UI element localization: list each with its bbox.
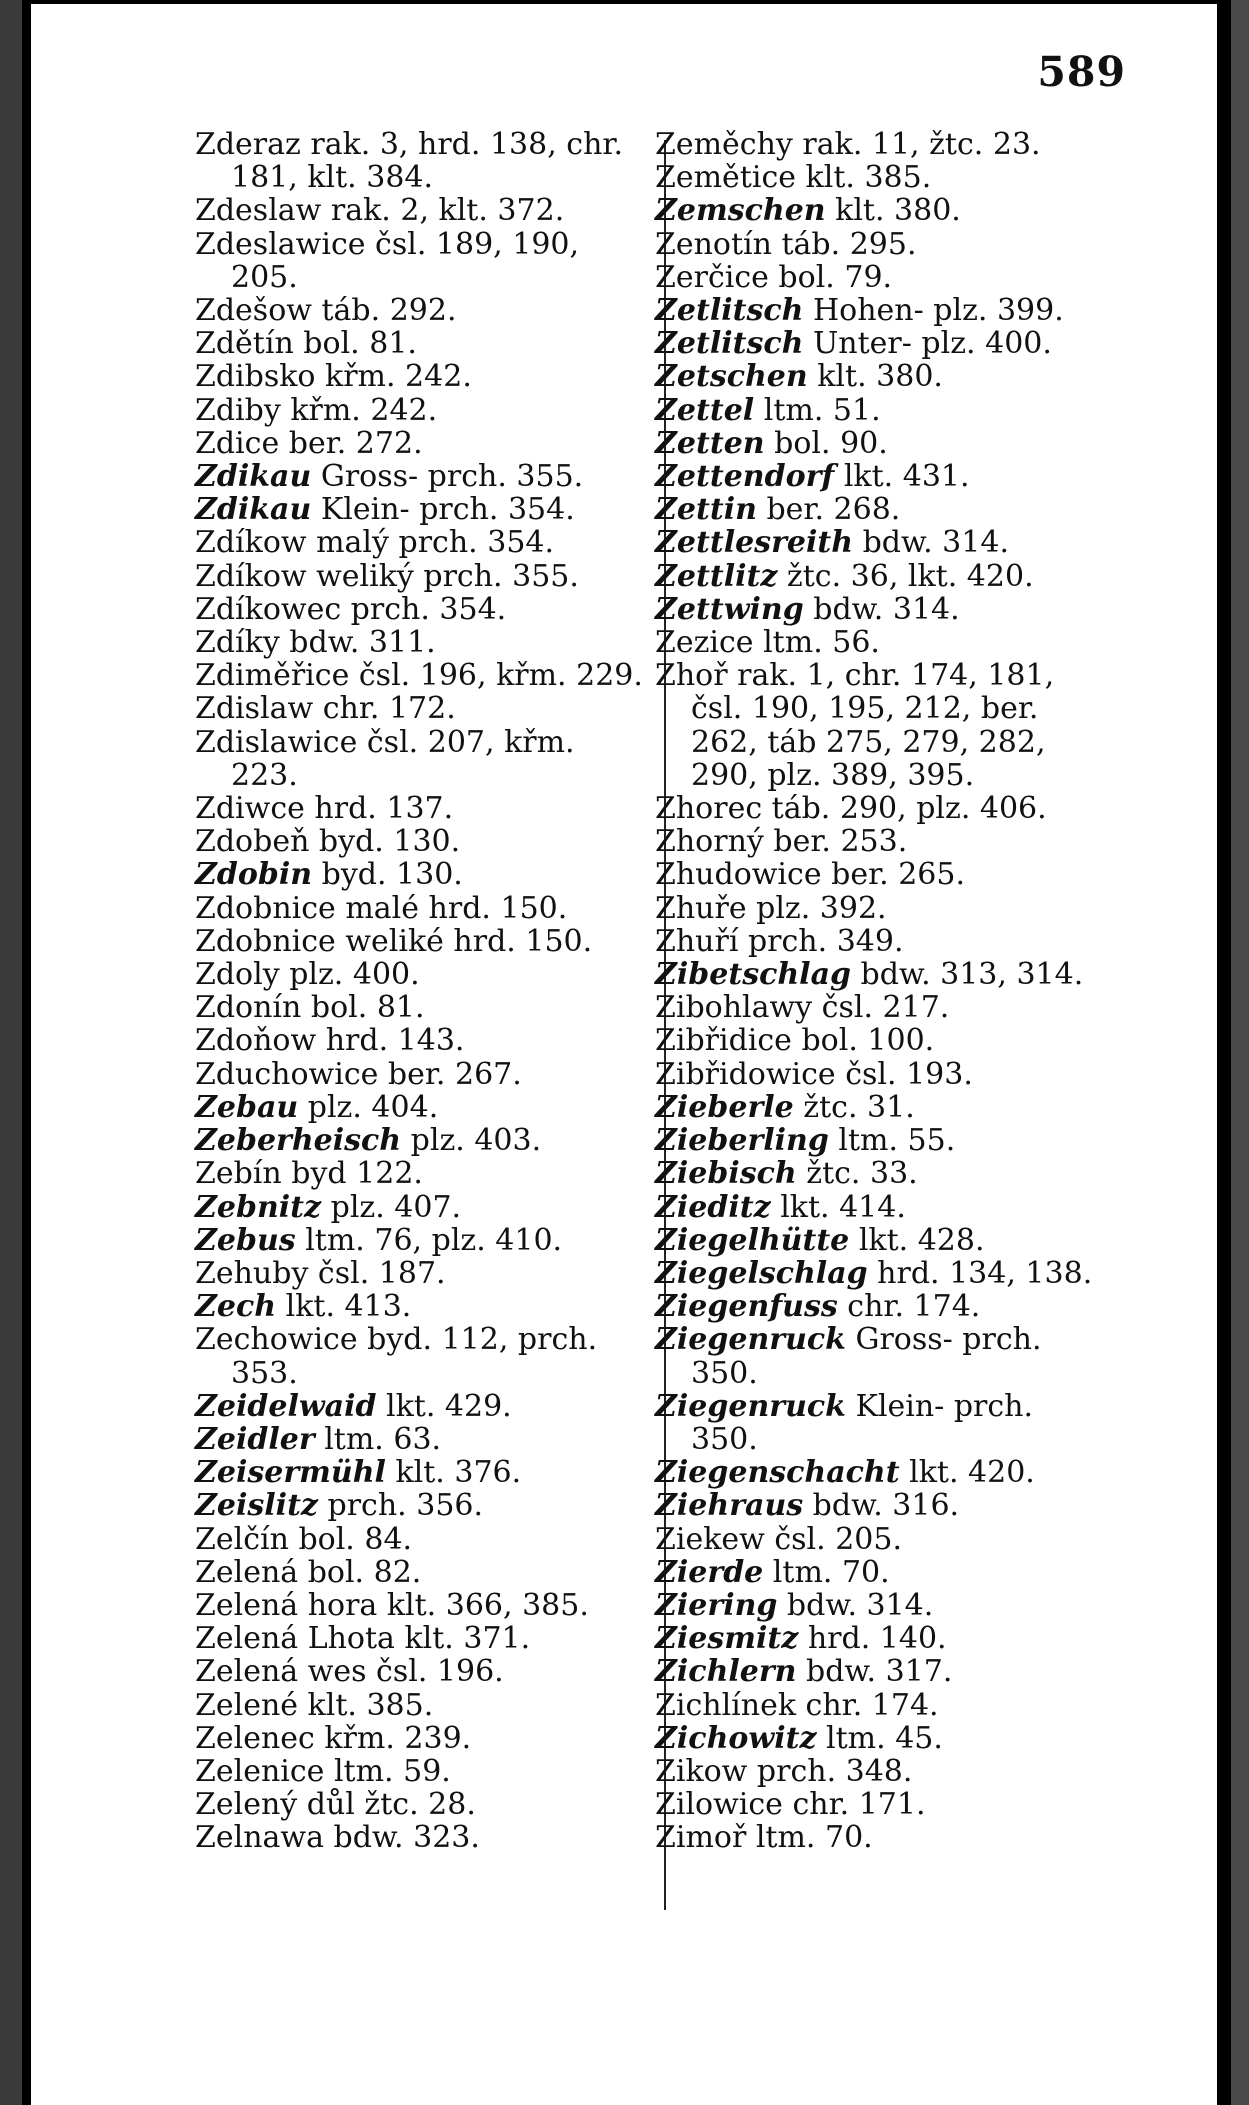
- index-entry: [655, 1821, 1125, 1854]
- entry-text: Klein- prch. 354.: [311, 492, 575, 528]
- entry-text: Zezice ltm. 56.: [655, 625, 880, 661]
- german-place-name: Zeidler: [195, 1421, 315, 1457]
- entry-text: lkt. 429.: [376, 1388, 512, 1424]
- entry-text: Zenotín táb. 295.: [655, 226, 917, 262]
- index-entry: [195, 1788, 650, 1821]
- index-entry: [195, 1589, 650, 1622]
- entry-text: Zdíkowec prch. 354.: [195, 591, 507, 627]
- entry-text: ltm. 45.: [816, 1720, 943, 1756]
- german-place-name: Ziegenfuss: [655, 1289, 838, 1325]
- index-entry: [655, 792, 1125, 825]
- entry-text: Zemětice klt. 385.: [655, 160, 932, 196]
- index-entry: [195, 1821, 650, 1854]
- entry-text: Zelčín bol. 84.: [195, 1521, 413, 1557]
- entry-text: 350.: [691, 1421, 758, 1457]
- index-entry: [655, 858, 1125, 891]
- index-entry: [655, 1323, 1125, 1356]
- entry-text: Zduchowice ber. 267.: [195, 1056, 522, 1092]
- entry-text: Klein- prch.: [845, 1388, 1034, 1424]
- previous-page-edge: [0, 0, 22, 2105]
- entry-text: Zhorec táb. 290, plz. 406.: [655, 791, 1047, 827]
- german-place-name: Ziegelhütte: [655, 1222, 850, 1258]
- index-entry: [655, 1058, 1125, 1091]
- index-entry: [195, 792, 650, 825]
- index-entry-continuation: [195, 261, 650, 294]
- entry-text: Zdice ber. 272.: [195, 425, 423, 461]
- index-entry-continuation: [195, 161, 650, 194]
- index-entry: [655, 460, 1125, 493]
- index-entry: [195, 1058, 650, 1091]
- entry-text: hrd. 134, 138.: [867, 1255, 1093, 1291]
- entry-text: ltm. 63.: [314, 1421, 442, 1457]
- entry-text: prch. 356.: [317, 1488, 484, 1524]
- index-entry: [195, 1456, 650, 1489]
- index-entry: [195, 526, 650, 559]
- entry-text: Zebín byd 122.: [195, 1156, 423, 1192]
- entry-text: 262, táb 275, 279, 282,: [691, 724, 1046, 760]
- index-entry: [655, 360, 1125, 393]
- index-entry: [655, 228, 1125, 261]
- index-entry: [655, 1390, 1125, 1423]
- german-place-name: Zettendorf: [655, 459, 835, 495]
- entry-text: Zelený důl žtc. 28.: [195, 1787, 476, 1823]
- entry-text: Zelené klt. 385.: [195, 1687, 434, 1723]
- german-place-name: Zetten: [655, 425, 765, 461]
- entry-text: Unter- plz. 400.: [803, 326, 1052, 362]
- index-entry: [655, 1689, 1125, 1722]
- index-entry: [655, 161, 1125, 194]
- entry-text: Ziekew čsl. 205.: [655, 1521, 903, 1557]
- entry-text: byd. 130.: [312, 857, 463, 893]
- index-entry: [655, 593, 1125, 626]
- german-place-name: Zierde: [655, 1554, 764, 1590]
- index-entry: [195, 1523, 650, 1556]
- entry-text: Zichlínek chr. 174.: [655, 1687, 939, 1723]
- entry-text: Zdobnice weliké hrd. 150.: [195, 923, 593, 959]
- index-entry: [195, 1091, 650, 1124]
- german-place-name: Ziesmitz: [655, 1621, 799, 1657]
- index-entry: [655, 1191, 1125, 1224]
- entry-text: Zibohlawy čsl. 217.: [655, 990, 950, 1026]
- german-place-name: Ziegenschacht: [655, 1455, 900, 1491]
- entry-text: ltm. 76, plz. 410.: [295, 1222, 563, 1258]
- entry-text: ber. 268.: [756, 492, 901, 528]
- entry-text: bol. 90.: [764, 425, 888, 461]
- entry-text: Zhoř rak. 1, chr. 174, 181,: [655, 658, 1055, 694]
- entry-text: Zelená wes čsl. 196.: [195, 1654, 504, 1690]
- entry-text: Zdislaw chr. 172.: [195, 691, 456, 727]
- entry-text: Zdobnice malé hrd. 150.: [195, 890, 568, 926]
- index-entry: [655, 1788, 1125, 1821]
- index-entry: [655, 925, 1125, 958]
- entry-text: Zdíky bdw. 311.: [195, 625, 436, 661]
- index-entry: [195, 659, 650, 692]
- index-entry: [195, 1191, 650, 1224]
- entry-text: bdw. 314.: [777, 1587, 934, 1623]
- entry-text: Zhuře plz. 392.: [655, 890, 887, 926]
- index-entry: [655, 659, 1125, 692]
- index-entry: [655, 1523, 1125, 1556]
- entry-text: žtc. 33.: [796, 1156, 918, 1192]
- index-entry: [655, 1157, 1125, 1190]
- index-entry-continuation: [655, 759, 1125, 792]
- index-entry: [655, 1456, 1125, 1489]
- entry-text: lkt. 414.: [770, 1189, 906, 1225]
- entry-text: bdw. 314.: [853, 525, 1009, 561]
- german-place-name: Zettin: [655, 492, 757, 528]
- german-place-name: Zdikau: [195, 459, 312, 495]
- index-entry: [655, 493, 1125, 526]
- entry-text: Zikow prch. 348.: [655, 1753, 913, 1789]
- entry-text: Zibřidice bol. 100.: [655, 1023, 935, 1059]
- entry-text: Zderaz rak. 3, hrd. 138, chr.: [195, 127, 623, 162]
- entry-text: lkt. 413.: [276, 1289, 412, 1325]
- index-entry: [655, 1622, 1125, 1655]
- entry-text: Zelená bol. 82.: [195, 1554, 422, 1590]
- german-place-name: Zieberle: [655, 1089, 794, 1125]
- entry-text: lkt. 431.: [834, 459, 970, 495]
- index-entry: [195, 1722, 650, 1755]
- german-place-name: Zdikau: [195, 492, 312, 528]
- entry-text: plz. 403.: [401, 1123, 542, 1159]
- entry-text: Zdiwce hrd. 137.: [195, 791, 454, 827]
- german-place-name: Zichowitz: [655, 1720, 817, 1756]
- index-entry: [195, 194, 650, 227]
- index-entry: [655, 394, 1125, 427]
- index-entry: [195, 1755, 650, 1788]
- entry-text: lkt. 420.: [899, 1455, 1035, 1491]
- german-place-name: Ziegenruck: [655, 1388, 846, 1424]
- index-entry: [195, 1024, 650, 1057]
- entry-text: Zhuří prch. 349.: [655, 923, 904, 959]
- index-entry: [195, 128, 650, 161]
- index-entry: [195, 1157, 650, 1190]
- german-place-name: Zdobin: [195, 857, 313, 893]
- german-place-name: Ziering: [655, 1587, 778, 1623]
- entry-text: ltm. 51.: [754, 392, 881, 428]
- entry-text: Zelenice ltm. 59.: [195, 1753, 451, 1789]
- index-entry: [195, 1622, 650, 1655]
- index-entry: [655, 427, 1125, 460]
- german-place-name: Ziehraus: [655, 1488, 804, 1524]
- german-place-name: Zeislitz: [195, 1488, 318, 1524]
- entry-text: Zelenec křm. 239.: [195, 1720, 472, 1756]
- german-place-name: Zebau: [195, 1089, 299, 1125]
- index-entry: [655, 327, 1125, 360]
- entry-text: 223.: [231, 757, 298, 793]
- german-place-name: Zettwing: [655, 591, 804, 627]
- index-entry: [195, 560, 650, 593]
- entry-text: Zdislawice čsl. 207, křm.: [195, 724, 575, 760]
- entry-text: Zdoly plz. 400.: [195, 957, 420, 993]
- index-entry: [655, 1489, 1125, 1522]
- next-page-edge: [1231, 0, 1249, 2105]
- index-entry: [195, 858, 650, 891]
- index-entry: [195, 1124, 650, 1157]
- german-place-name: Ziegelschlag: [655, 1255, 868, 1291]
- german-place-name: Zebus: [195, 1222, 296, 1258]
- entry-text: Zdíkow weliký prch. 355.: [195, 558, 579, 594]
- index-entry: [655, 294, 1125, 327]
- german-place-name: Zieditz: [655, 1189, 771, 1225]
- entry-text: ltm. 55.: [828, 1123, 956, 1159]
- index-entry: [195, 360, 650, 393]
- german-place-name: Ziegenruck: [655, 1322, 846, 1358]
- entry-text: Zdoňow hrd. 143.: [195, 1023, 465, 1059]
- entry-text: Zdonín bol. 81.: [195, 990, 425, 1026]
- entry-text: klt. 380.: [807, 359, 943, 395]
- index-entry: [655, 128, 1125, 161]
- index-entry: [655, 1124, 1125, 1157]
- german-place-name: Zeberheisch: [195, 1123, 402, 1159]
- german-place-name: Zibetschlag: [655, 957, 851, 993]
- index-column-left: [195, 128, 650, 1855]
- entry-text: žtc. 31.: [793, 1089, 915, 1125]
- entry-text: hrd. 140.: [798, 1621, 947, 1657]
- entry-text: Zilowice chr. 171.: [655, 1787, 926, 1823]
- german-place-name: Ziebisch: [655, 1156, 797, 1192]
- entry-text: bdw. 314.: [803, 591, 960, 627]
- german-place-name: Zetlitsch: [655, 326, 804, 362]
- index-entry: [655, 892, 1125, 925]
- german-place-name: Zettlesreith: [655, 525, 854, 561]
- german-place-name: Zebnitz: [195, 1189, 322, 1225]
- index-entry-continuation: [655, 726, 1125, 759]
- entry-text: Zdobeň byd. 130.: [195, 824, 461, 860]
- index-entry: [655, 1257, 1125, 1290]
- entry-text: Zelená hora klt. 366, 385.: [195, 1587, 589, 1623]
- index-entry: [655, 1556, 1125, 1589]
- entry-text: Zehuby čsl. 187.: [195, 1255, 446, 1291]
- entry-text: Zibřidowice čsl. 193.: [655, 1056, 973, 1092]
- entry-text: klt. 376.: [385, 1455, 522, 1491]
- entry-text: 181, klt. 384.: [231, 160, 434, 196]
- entry-text: plz. 407.: [321, 1189, 462, 1225]
- entry-text: 353.: [231, 1355, 298, 1391]
- index-entry-continuation: [655, 1423, 1125, 1456]
- index-entry: [195, 991, 650, 1024]
- index-entry: [195, 892, 650, 925]
- index-entry: [195, 825, 650, 858]
- entry-text: Zechowice byd. 112, prch.: [195, 1322, 598, 1358]
- index-entry: [655, 1290, 1125, 1323]
- entry-text: Zimoř ltm. 70.: [655, 1820, 873, 1856]
- entry-text: klt. 380.: [825, 193, 961, 229]
- index-entry-continuation: [195, 759, 650, 792]
- index-entry: [655, 261, 1125, 294]
- index-entry: [195, 1390, 650, 1423]
- index-entry: [655, 991, 1125, 1024]
- index-entry: [195, 1224, 650, 1257]
- index-entry: [195, 692, 650, 725]
- index-entry: [655, 1755, 1125, 1788]
- index-entry: [195, 493, 650, 526]
- entry-text: žtc. 36, lkt. 420.: [777, 558, 1034, 594]
- entry-text: Gross- prch. 355.: [311, 459, 584, 495]
- index-entry: [195, 427, 650, 460]
- index-entry: [655, 1589, 1125, 1622]
- index-entry: [195, 1489, 650, 1522]
- entry-text: plz. 404.: [298, 1089, 439, 1125]
- entry-text: Zdiměřice čsl. 196, křm. 229.: [195, 658, 643, 694]
- entry-text: lkt. 428.: [849, 1222, 985, 1258]
- index-entry: [195, 1689, 650, 1722]
- entry-text: bdw. 313, 314.: [851, 957, 1084, 993]
- index-entry: [655, 1224, 1125, 1257]
- entry-text: 350.: [691, 1355, 758, 1391]
- index-column-right: [655, 128, 1125, 1855]
- entry-text: Zdeslawice čsl. 189, 190,: [195, 226, 580, 262]
- index-entry-continuation: [655, 1357, 1125, 1390]
- german-place-name: Zettel: [655, 392, 755, 428]
- entry-text: bdw. 317.: [796, 1654, 953, 1690]
- entry-text: chr. 174.: [837, 1289, 981, 1325]
- page-number: 589: [1037, 48, 1126, 96]
- index-entry: [655, 194, 1125, 227]
- entry-text: Gross- prch.: [845, 1322, 1042, 1358]
- index-entry: [195, 228, 650, 261]
- index-entry: [655, 1024, 1125, 1057]
- index-entry: [195, 1655, 650, 1688]
- entry-text: Zdeslaw rak. 2, klt. 372.: [195, 193, 565, 229]
- index-entry: [655, 1655, 1125, 1688]
- entry-text: Zelená Lhota klt. 371.: [195, 1621, 531, 1657]
- index-entry: [195, 958, 650, 991]
- index-entry: [655, 560, 1125, 593]
- german-place-name: Zemschen: [655, 193, 826, 229]
- entry-text: 205.: [231, 259, 298, 295]
- entry-text: Zhudowice ber. 265.: [655, 857, 965, 893]
- entry-text: Zerčice bol. 79.: [655, 259, 893, 295]
- entry-text: Zhorný ber. 253.: [655, 824, 908, 860]
- index-entry: [195, 327, 650, 360]
- german-place-name: Zech: [195, 1289, 277, 1325]
- index-entry: [195, 460, 650, 493]
- entry-text: Hohen- plz. 399.: [803, 293, 1064, 329]
- entry-text: Zdiby křm. 242.: [195, 392, 438, 428]
- index-entry: [655, 1722, 1125, 1755]
- index-entry: [195, 294, 650, 327]
- german-place-name: Zetlitsch: [655, 293, 804, 329]
- entry-text: Zdíkow malý prch. 354.: [195, 525, 555, 561]
- index-entry: [195, 1290, 650, 1323]
- entry-text: Zelnawa bdw. 323.: [195, 1820, 480, 1856]
- index-entry: [195, 925, 650, 958]
- index-entry: [195, 626, 650, 659]
- entry-text: ltm. 70.: [763, 1554, 890, 1590]
- german-place-name: Zeidelwaid: [195, 1388, 377, 1424]
- entry-text: 290, plz. 389, 395.: [691, 757, 975, 793]
- german-place-name: Zichlern: [655, 1654, 797, 1690]
- entry-text: Zdětín bol. 81.: [195, 326, 417, 362]
- index-entry-continuation: [195, 1357, 650, 1390]
- entry-text: bdw. 316.: [803, 1488, 960, 1524]
- index-entry-continuation: [655, 692, 1125, 725]
- index-entry: [195, 726, 650, 759]
- entry-text: čsl. 190, 195, 212, ber.: [691, 691, 1039, 727]
- german-place-name: Zetschen: [655, 359, 808, 395]
- german-place-name: Zeisermühl: [195, 1455, 386, 1491]
- index-entry: [655, 958, 1125, 991]
- index-entry: [195, 1323, 650, 1356]
- index-entry: [655, 626, 1125, 659]
- index-entry: [195, 394, 650, 427]
- entry-text: Zdešow táb. 292.: [195, 293, 457, 329]
- german-place-name: Zettlitz: [655, 558, 778, 594]
- german-place-name: Zieberling: [655, 1123, 829, 1159]
- entry-text: Zdibsko křm. 242.: [195, 359, 472, 395]
- entry-text: Zeměchy rak. 11, žtc. 23.: [655, 127, 1041, 162]
- index-entry: [195, 1257, 650, 1290]
- index-entry: [195, 593, 650, 626]
- index-entry: [195, 1423, 650, 1456]
- index-entry: [655, 1091, 1125, 1124]
- index-entry: [195, 1556, 650, 1589]
- index-entry: [655, 825, 1125, 858]
- index-entry: [655, 526, 1125, 559]
